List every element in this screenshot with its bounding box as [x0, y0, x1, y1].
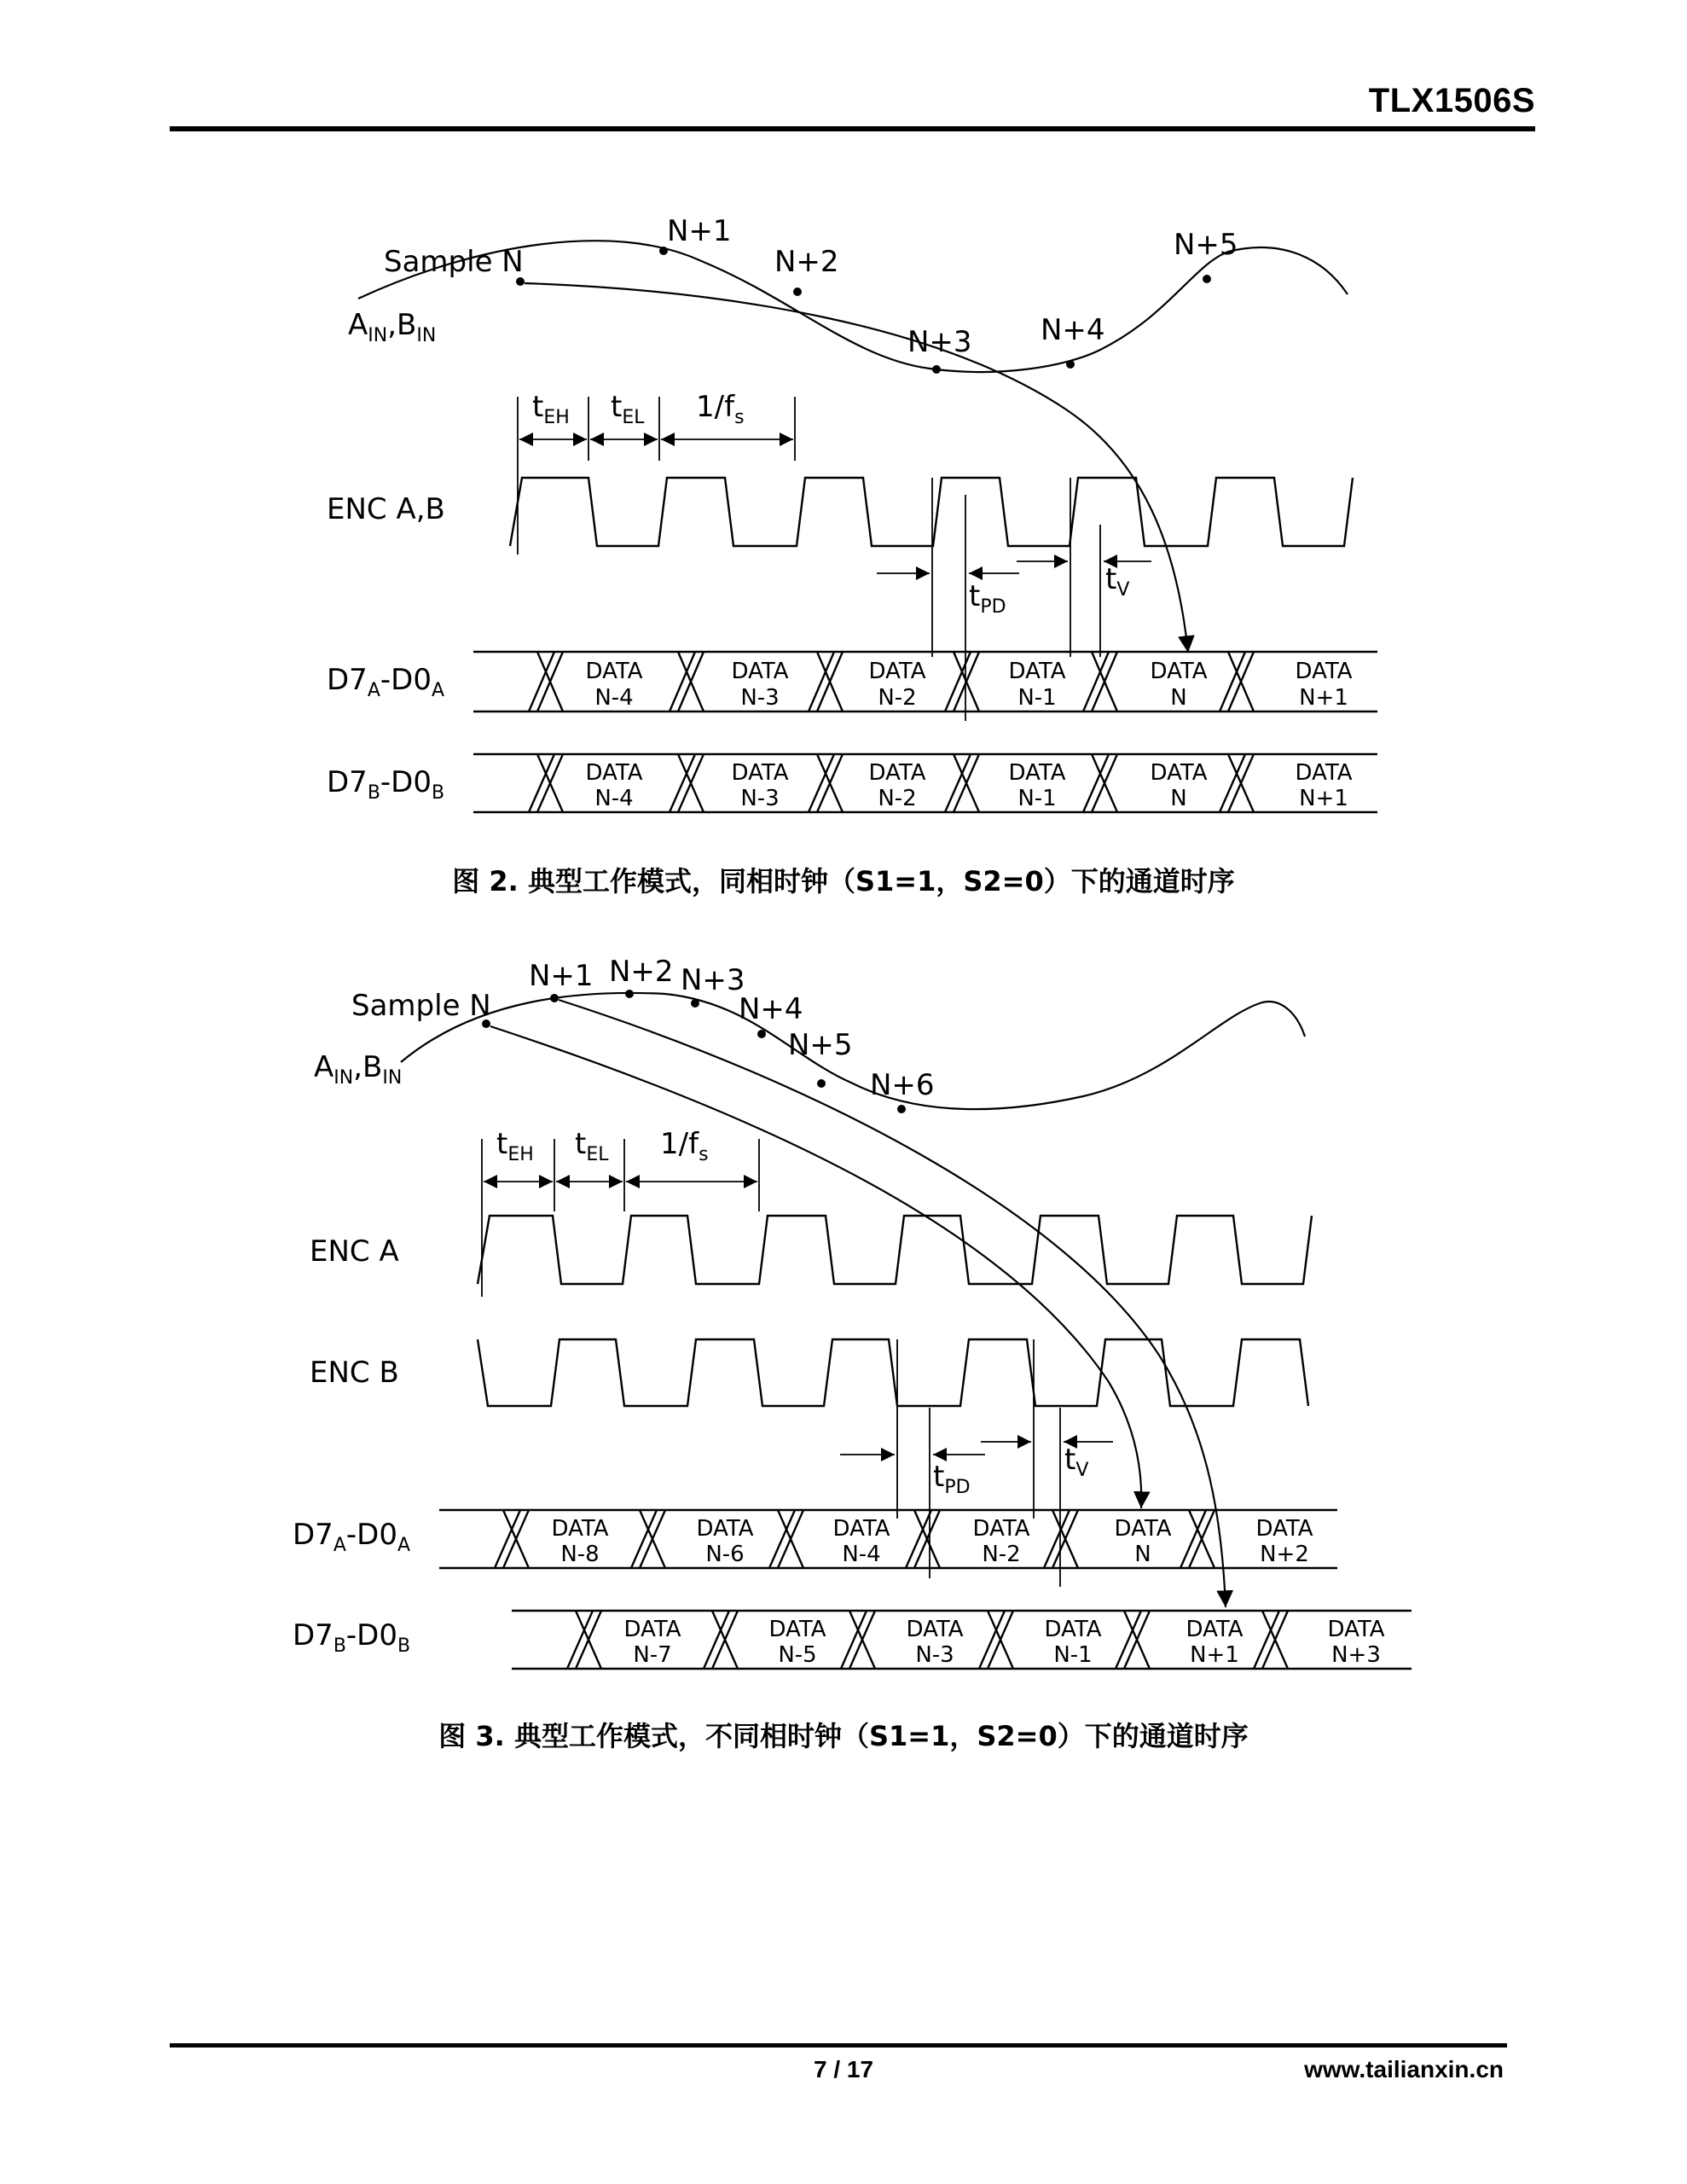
point-label-n1: N+1 [667, 214, 732, 248]
svg-text:DATA: DATA [696, 1516, 754, 1542]
t-eh-label: $t_{EH}$ [532, 390, 570, 428]
bus-a-cell: N+2 [1260, 1542, 1309, 1567]
sample-dot-n4 [757, 1030, 766, 1038]
point-label-n2: N+2 [609, 955, 674, 989]
sample-n-label: Sample N [351, 989, 491, 1023]
sample-dot-n4 [1066, 360, 1075, 369]
bus-b-cell: N-4 [594, 786, 634, 811]
svg-text:DATA: DATA [832, 1516, 890, 1542]
t-pd-label: $t_{PD}$ [969, 579, 1006, 618]
bus-a-cell: N-4 [842, 1542, 881, 1567]
bus-b-cell: N-2 [878, 786, 917, 811]
enc-b-clock-waveform [478, 1339, 1308, 1406]
bus-b-cell: N-5 [778, 1642, 817, 1668]
sample-n-label: Sample N [384, 245, 524, 279]
svg-text:DATA: DATA [1008, 659, 1066, 684]
t-el-label: $t_{EL}$ [611, 390, 645, 428]
bus-a-cell: N-8 [560, 1542, 600, 1567]
bus-a-cell: N-2 [878, 685, 917, 711]
svg-text:DATA: DATA [1327, 1617, 1385, 1642]
point-label-n4: N+4 [739, 992, 803, 1026]
figure-2-caption: 图 3. 典型工作模式，不同相时钟（S1=1，S2=0）下的通道时序 [438, 1720, 1249, 1752]
t-v-label: $t_V$ [1064, 1443, 1089, 1481]
figure-1-timing-diagram [0, 0, 1687, 853]
sample-dot-n6 [897, 1105, 906, 1113]
sample-dot-n2 [793, 288, 802, 296]
bus-b-cell: N-3 [740, 786, 780, 811]
website-link[interactable]: www.tailianxin.cn [1304, 2056, 1504, 2082]
bus-b-cells [624, 1617, 1385, 1668]
bus-a-cell: N-4 [594, 685, 634, 711]
svg-text:DATA: DATA [1150, 659, 1208, 684]
svg-text:DATA: DATA [1114, 1516, 1172, 1542]
svg-text:DATA: DATA [731, 659, 789, 684]
svg-text:DATA: DATA [623, 1617, 681, 1642]
bus-a-cell: N-3 [740, 685, 780, 711]
point-label-n1: N+1 [529, 959, 594, 993]
svg-text:DATA: DATA [1150, 760, 1208, 786]
bus-a-cell: N [1170, 685, 1187, 711]
bus-b-cell: N-7 [633, 1642, 672, 1668]
sample-points [516, 247, 1211, 374]
enc-b-label: ENC B [310, 1356, 399, 1390]
svg-text:DATA: DATA [585, 659, 643, 684]
period-label: $1/f_s$ [660, 1127, 709, 1165]
point-label-n2: N+2 [774, 245, 839, 279]
enc-a-label: ENC A [310, 1234, 399, 1269]
svg-text:DATA: DATA [1044, 1617, 1102, 1642]
figure-1-caption: 图 2. 典型工作模式，同相时钟（S1=1，S2=0）下的通道时序 [452, 865, 1235, 897]
svg-text:DATA: DATA [1255, 1516, 1313, 1542]
svg-text:DATA: DATA [906, 1617, 964, 1642]
svg-text:DATA: DATA [1295, 760, 1353, 786]
signal-in-label: $A_{IN},B_{IN}$ [348, 308, 437, 346]
svg-text:DATA: DATA [585, 760, 643, 786]
analog-input-waveform [401, 993, 1305, 1109]
bus-b-cell: N-1 [1017, 786, 1057, 811]
bus-a-cell: N [1134, 1542, 1151, 1567]
sample-dot-n3 [932, 365, 941, 374]
sample-n-propagation-arrow [490, 1026, 1141, 1508]
svg-text:DATA: DATA [868, 760, 926, 786]
point-label-n5: N+5 [1174, 228, 1238, 262]
sample-dot-n2 [625, 990, 634, 998]
bus-b-cell: N-3 [915, 1642, 954, 1668]
point-label-n6: N+6 [870, 1068, 935, 1102]
svg-text:DATA: DATA [768, 1617, 826, 1642]
bus-a-cell: N-6 [705, 1542, 745, 1567]
t-v-label: $t_V$ [1105, 562, 1130, 601]
document-title: TLX1506S [1368, 82, 1535, 119]
sample-dot-n5 [817, 1079, 826, 1088]
bus-b-cell: N-1 [1053, 1642, 1093, 1668]
bus-a-cell: N+1 [1299, 685, 1348, 711]
svg-text:DATA: DATA [1008, 760, 1066, 786]
page-number: 7 / 17 [813, 2056, 874, 2082]
svg-text:DATA: DATA [1295, 659, 1353, 684]
t-eh-label: $t_{EH}$ [496, 1127, 534, 1165]
footer-rule [170, 2043, 1507, 2048]
enc-clock-waveform [510, 478, 1353, 546]
bus-a-label: $D7_A-D0_A$ [327, 663, 445, 701]
enc-label: ENC A,B [327, 492, 445, 526]
bus-b-cell: N+1 [1190, 1642, 1239, 1668]
point-label-n3: N+3 [907, 325, 972, 359]
t-el-label: $t_{EL}$ [575, 1127, 609, 1165]
svg-text:DATA: DATA [972, 1516, 1030, 1542]
bus-b-cell: N+3 [1331, 1642, 1381, 1668]
bus-b-cell: N [1170, 786, 1187, 811]
point-label-n5: N+5 [788, 1028, 853, 1062]
sample-dot-n3 [691, 999, 699, 1008]
bus-a-cell: N-1 [1017, 685, 1057, 711]
figure-2-timing-diagram [0, 904, 1687, 1706]
sample-dot-n5 [1203, 275, 1211, 283]
point-label-n3: N+3 [681, 963, 745, 997]
bus-a-cell: N-2 [982, 1542, 1021, 1567]
signal-in-label: $A_{IN},B_{IN}$ [314, 1050, 403, 1089]
svg-text:DATA: DATA [868, 659, 926, 684]
svg-text:DATA: DATA [731, 760, 789, 786]
svg-text:DATA: DATA [1186, 1617, 1244, 1642]
sample-dot-n1 [550, 994, 559, 1002]
bus-b-cell: N+1 [1299, 786, 1348, 811]
bus-b-label: $D7_B-D0_B$ [327, 765, 445, 804]
period-label: $1/f_s$ [696, 390, 745, 428]
enc-a-clock-waveform [478, 1216, 1312, 1284]
point-label-n4: N+4 [1041, 313, 1105, 347]
bus-a-label: $D7_A-D0_A$ [293, 1518, 411, 1556]
t-pd-label: $t_{PD}$ [933, 1460, 971, 1498]
svg-text:DATA: DATA [551, 1516, 609, 1542]
bus-b-label: $D7_B-D0_B$ [293, 1618, 411, 1657]
